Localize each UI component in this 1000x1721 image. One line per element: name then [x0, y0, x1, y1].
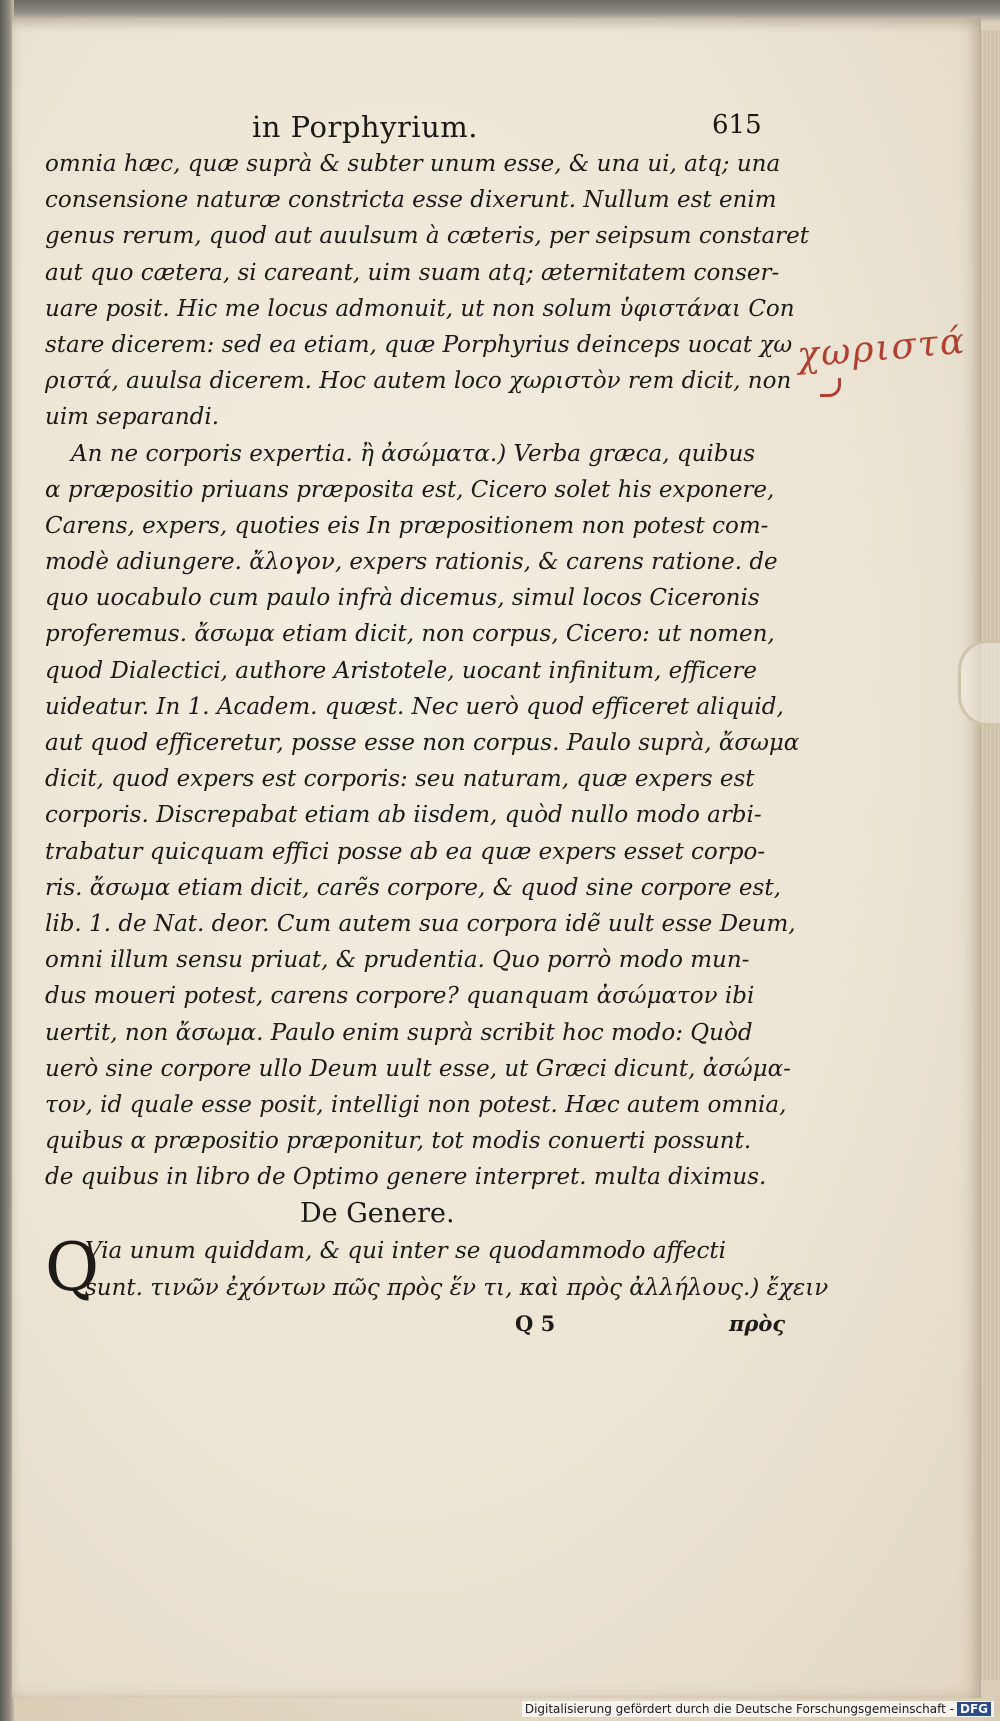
text-line: α præpositio priuans præposita est, Cicero solet his exponere, [45, 476, 775, 503]
section-heading: De Genere. [300, 1198, 455, 1230]
catchword: πρὸς [729, 1310, 786, 1336]
text-line: omnia hæc, quæ suprà & subter unum esse, & una ui, atq; una [45, 151, 781, 177]
digitization-credit [522, 1701, 994, 1717]
text-line: τον, id quale esse posit, intelligi non potest. Hæc autem omnia, [45, 1091, 787, 1118]
body-text [45, 146, 829, 1342]
book-page [12, 18, 981, 1698]
text-line: aut quod efficeretur, posse esse non corpus. Paulo suprà, ἄσωμα [45, 730, 800, 756]
text-line: dicit, quod expers est corporis: seu naturam, quæ expers est [45, 766, 755, 793]
text-line: lib. 1. de Nat. deor. Cum autem sua corpora idẽ uult esse Deum, [45, 910, 796, 937]
text-line: corporis. Discrepabat etiam ab iisdem, quòd nullo modo arbi- [45, 802, 762, 829]
text-line: omni illum sensu priuat, & prudentia. Quo porrò modo mun- [45, 947, 750, 974]
section-line-text: Via unum quiddam, & qui inter se quodammodo affecti [85, 1238, 726, 1265]
handwritten-margin-note: χωριστά [795, 320, 968, 377]
text-line: proferemus. ἄσωμα etiam dicit, non corpus, Cicero: ut nomen, [45, 621, 775, 648]
text-line: ριστά, auulsa dicerem. Hoc autem loco χωριστὸν rem dicit, non [45, 368, 792, 395]
text-line: modè adiungere. ἄλογον, expers rationis, & carens ratione. de [45, 549, 778, 576]
text-line: uim separandi. [45, 404, 220, 431]
drop-capital: Q [45, 1229, 100, 1307]
text-line: ris. ἄσωμα etiam dicit, carẽs corpore, & quod sine corpore est, [45, 874, 781, 901]
page-header [12, 110, 980, 150]
text-line: quo uocabulo cum paulo infrà dicemus, simul locos Ciceronis [45, 585, 760, 612]
section-second-line [45, 1270, 829, 1306]
text-line: dus moueri potest, carens corpore? quanquam ἀσώματον ibi [45, 983, 755, 1010]
running-title: in Porphyrium. [252, 110, 478, 144]
credit-text: Digitalisierung gefördert durch die Deutsche Forschungsgemeinschaft - [524, 1702, 954, 1716]
text-line: de quibus in libro de Optimo genere interpret. multa diximus. [45, 1164, 767, 1191]
text-line: uare posit. Hic me locus admonuit, ut non solum ὑφιστάναι Con [45, 295, 795, 322]
text-line: Carens, expers, quoties eis In præpositionem non potest com- [45, 512, 769, 539]
margin-hook-mark [820, 378, 841, 397]
page-number: 615 [712, 110, 762, 140]
dfg-logo: DFG [957, 1702, 991, 1716]
section-line-text: sunt. τινῶν ἐχόντων πῶς πρὸς ἕν τι, καὶ πρὸς ἀλλήλους.) ἔχειν [85, 1274, 829, 1301]
text-line: quibus α præpositio præponitur, tot modis conuerti possunt. [45, 1128, 752, 1155]
text-line: consensione naturæ constricta esse dixerunt. Nullum est enim [45, 187, 777, 214]
text-line: uideatur. In 1. Academ. quæst. Nec uerò quod efficeret aliquid, [45, 693, 784, 720]
signature-mark: Q 5 [515, 1310, 556, 1336]
text-line: aut quo cætera, si careant, uim suam atq; æternitatem conser- [45, 259, 780, 286]
text-line: uerò sine corpore ullo Deum uult esse, ut Græci dicunt, ἀσώμα- [45, 1055, 791, 1082]
text-line: stare dicerem: sed ea etiam, quæ Porphyrius deinceps uocat χω [45, 331, 793, 358]
text-line: trabatur quicquam effici posse ab ea quæ expers esset corpo- [45, 838, 766, 865]
text-line: quod Dialectici, authore Aristotele, uocant infinitum, efficere [45, 657, 758, 684]
page-footer-marks [45, 1306, 786, 1342]
text-line: genus rerum, quod aut auulsum à cæteris, per seipsum constaret [45, 223, 810, 250]
clasp-ring [958, 640, 1000, 726]
text-line: An ne corporis expertia. ἢ ἀσώματα.) Verba græca, quibus [71, 440, 756, 467]
text-line: uertit, non ἄσωμα. Paulo enim suprà scribit hoc modo: Quòd [45, 1019, 753, 1046]
